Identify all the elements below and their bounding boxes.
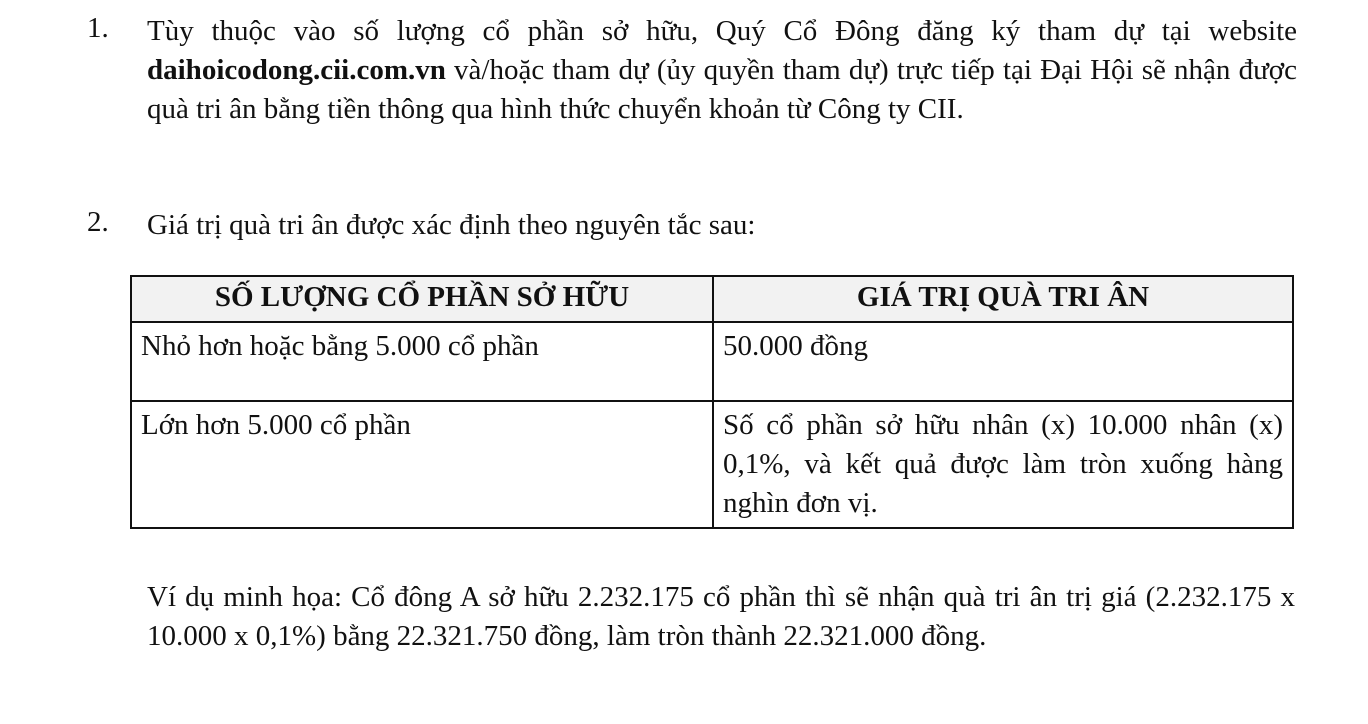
website-link: daihoicodong.cii.com.vn [147, 54, 446, 86]
table-cell: Số cổ phần sở hữu nhân (x) 10.000 nhân (x) 0,1%, và kết quả được làm tròn xuống hàng nghìn đơn vị. [713, 401, 1293, 528]
text-segment: Tùy thuộc vào số lượng cổ phần sở hữu, Quý Cổ Đông đăng ký tham dự tại website [147, 15, 1297, 47]
list-text [147, 12, 1297, 129]
list-number: 1. [87, 12, 109, 44]
list-text: Giá trị quà tri ân được xác định theo nguyên tắc sau: [147, 209, 756, 241]
list-item-2 [87, 206, 1297, 245]
list-number: 2. [87, 206, 109, 238]
table-cell: Nhỏ hơn hoặc bằng 5.000 cổ phần [131, 322, 713, 401]
table-row [131, 401, 1293, 528]
text-segment: và/hoặc tham dự (ủy quyền tham dự) trực tiếp tại Đại Hội sẽ nhận được quà tri ân bằng tiền thông qua hình thức chuyển khoản từ Công ty CII. [147, 54, 1297, 125]
header-gift-value: GIÁ TRỊ QUÀ TRI ÂN [713, 276, 1293, 322]
reward-table [130, 275, 1294, 529]
header-share-quantity: SỐ LƯỢNG CỔ PHẦN SỞ HỮU [131, 276, 713, 322]
table-header-row [131, 276, 1293, 322]
table-cell: 50.000 đồng [713, 322, 1293, 401]
table-cell: Lớn hơn 5.000 cổ phần [131, 401, 713, 528]
list-item-1 [87, 12, 1297, 129]
table-row [131, 322, 1293, 401]
example-paragraph: Ví dụ minh họa: Cổ đông A sở hữu 2.232.175 cổ phần thì sẽ nhận quà tri ân trị giá (2.232.175 x 10.000 x 0,1%) bằng 22.321.750 đồng, làm tròn thành 22.321.000 đồng. [147, 581, 1295, 652]
